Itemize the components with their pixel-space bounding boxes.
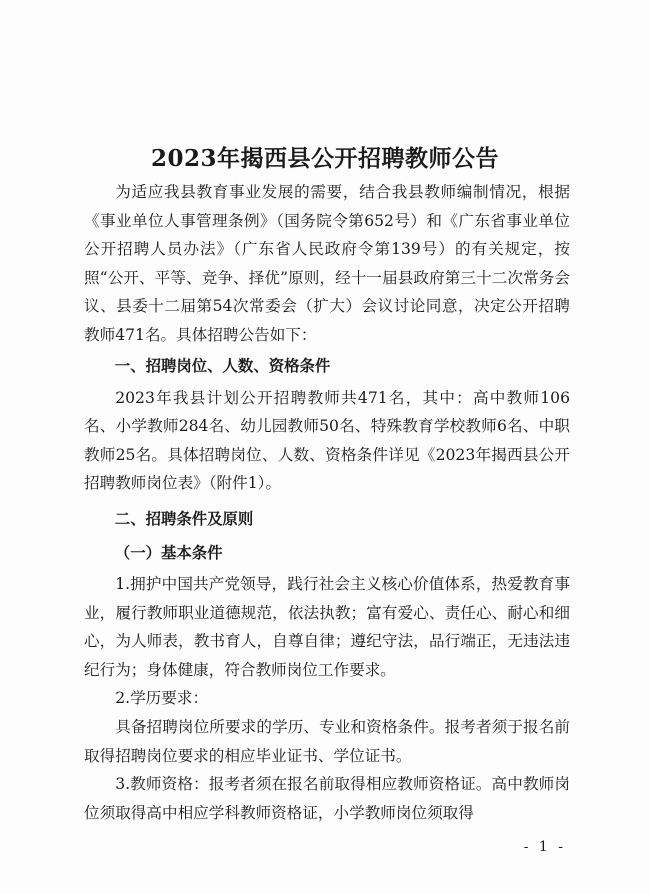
section-heading-positions: 一、招聘岗位、人数、资格条件 xyxy=(114,356,331,375)
condition-item-1: 1.拥护中国共产党领导，践行社会主义核心价值体系，热爱教育事业，履行教师职业道德规范，依法执教；富有爱心、责任心、耐心和细心，为人师表，教书育人，自尊自律；遵纪守法，品行端正，无违法违纪行为；身体健康，符合教师岗位工作要求。 xyxy=(84,574,570,679)
condition-item-3: 3.教师资格：报考者须在报名前取得相应教师资格证。高中教师岗位须取得高中相应学科教师资格证，小学教师岗位须取得 xyxy=(84,775,570,822)
document-body xyxy=(84,178,570,827)
intro-paragraph: 为适应我县教育事业发展的需要，结合我县教师编制情况，根据《事业单位人事管理条例》（国务院令第652号）和《广东省事业单位公开招聘人员办法》（广东省人民政府令第139号）的有关规定，按照“公开、平等、竞争、择优”原则，经十一届县政府第三十二次常务会议、县委十二届第54次常委会（扩大）会议讨论同意，决定公开招聘教师471名。具体招聘公告如下： xyxy=(84,183,570,344)
condition-item-2-text: 具备招聘岗位所要求的学历、专业和资格条件。报考者须于报名前取得招聘岗位要求的相应毕业证书、学位证书。 xyxy=(84,717,570,765)
section-heading-conditions: 二、招聘条件及原则 xyxy=(114,509,254,528)
page-title: 2023年揭西县公开招聘教师公告 xyxy=(150,145,499,172)
page-number: - 1 - xyxy=(523,839,566,855)
positions-paragraph: 2023年我县计划公开招聘教师共471名，其中：高中教师106名、小学教师284名、幼儿园教师50名、特殊教育学校教师6名、中职教师25名。具体招聘岗位、人数、资格条件详见《2023年揭西县公开招聘教师岗位表》（附件1）。 xyxy=(84,388,570,493)
subsection-heading-basic: （一）基本条件 xyxy=(114,543,223,562)
condition-item-2-label: 2.学历要求： xyxy=(115,689,209,708)
